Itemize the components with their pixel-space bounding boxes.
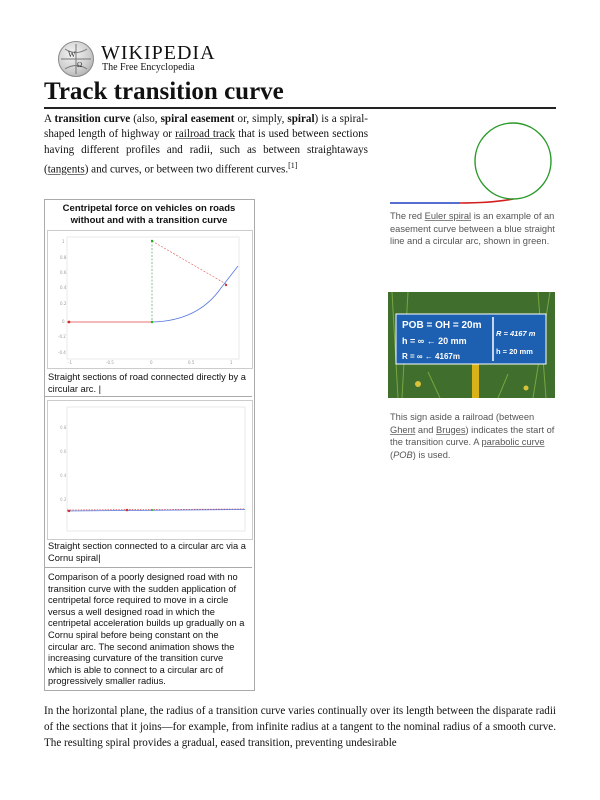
svg-text:W: W: [68, 50, 76, 59]
sign-line-2: h = ∞ ← 20 mm: [402, 336, 467, 346]
infobox-caption-3: Comparison of a poorly designed road with no transition curve with the sudden application of centripetal force required to move in a circle versus a well designed road in which the centripetal acceleration builds up gradually on a Cornu spiral before being constant on the circular arc. The second animation shows the increasing curvature of the transition curve which is able to connect to a circular arc of progressively smaller radius.: [48, 572, 245, 687]
figure-caption-euler: The red Euler spiral is an example of an easement curve between a blue straight line and a circular arc, shown in green.: [390, 211, 555, 247]
link-parabolic-curve[interactable]: parabolic curve: [481, 437, 545, 448]
bold-term: spiral easement: [160, 113, 235, 125]
svg-text:Ω: Ω: [77, 61, 83, 69]
svg-text:0.6: 0.6: [60, 270, 67, 275]
figure-caption-sign: This sign aside a railroad (between Ghent and Bruges) indicates the start of the transition curve. A parabolic curve (POB) is used.: [390, 412, 555, 460]
page-title: Track transition curve: [44, 78, 284, 105]
infobox-title: Centripetal force on vehicles on roads without and with a transition curve: [62, 203, 236, 226]
svg-text:-0.2: -0.2: [58, 334, 66, 339]
bold-term: transition curve: [54, 113, 131, 125]
svg-text:0: 0: [62, 319, 65, 324]
wikipedia-globe-icon: [58, 41, 94, 77]
bold-term: spiral: [287, 113, 315, 125]
red-euler-spiral: [460, 199, 513, 203]
svg-text:0.8: 0.8: [60, 255, 67, 260]
svg-text:0.6: 0.6: [60, 449, 67, 454]
reference-link[interactable]: [1]: [288, 160, 298, 170]
link-euler-spiral[interactable]: Euler spiral: [424, 211, 472, 221]
infobox-divider: [45, 567, 252, 568]
wikipedia-tagline: The Free Encyclopedia: [102, 62, 195, 73]
link-ghent[interactable]: Ghent: [390, 424, 416, 435]
sign-right-1: R = 4167 m: [496, 329, 536, 338]
railroad-sign-photo[interactable]: [388, 292, 555, 398]
svg-text:0.2: 0.2: [60, 497, 67, 502]
svg-text:0: 0: [150, 360, 153, 365]
svg-text:0.4: 0.4: [60, 473, 67, 478]
sign-line-3: R = ∞ ← 4167m: [402, 352, 460, 361]
svg-text:-1: -1: [68, 360, 72, 365]
title-divider: [44, 107, 556, 109]
infobox-caption-2: Straight section connected to a circular arc via a Cornu spiral|: [48, 541, 246, 563]
sign-right-2: h = 20 mm: [496, 347, 533, 356]
sign-line-1: POB = OH = 20m: [402, 320, 482, 331]
svg-text:-0.5: -0.5: [106, 360, 114, 365]
svg-text:-0.4: -0.4: [58, 350, 66, 355]
animation-no-transition[interactable]: [47, 230, 253, 369]
wikipedia-wordmark[interactable]: WIKIPEDIA: [101, 42, 216, 64]
svg-text:0.2: 0.2: [60, 301, 67, 306]
link-railroad-track[interactable]: railroad track: [175, 128, 236, 141]
svg-text:0.5: 0.5: [188, 360, 195, 365]
link-bruges[interactable]: Bruges: [436, 424, 466, 435]
animation-cornu-spiral[interactable]: [47, 400, 253, 540]
svg-text:0.4: 0.4: [60, 285, 67, 290]
body-paragraph: In the horizontal plane, the radius of a transition curve varies continually over its length between the disparate radii of the sections that it joins—for example, from infinite radius at a tangent to the nominal radius of a smooth curve. The resulting spiral provides a gradual, eased transition, preventing undesirable: [44, 705, 556, 750]
lead-paragraph: A transition curve (also, spiral easement or, simply, spiral) is a spiral-shaped length of highway or railroad track that is used between sections having different profiles and radii, such as between straightaways (tangents) and curves, or between two different curves.[1]: [44, 113, 369, 176]
svg-text:0.8: 0.8: [60, 425, 67, 430]
svg-text:1: 1: [230, 360, 233, 365]
green-circular-arc: [475, 123, 551, 199]
link-tangents[interactable]: tangents: [47, 163, 85, 176]
euler-spiral-figure[interactable]: [388, 115, 556, 210]
infobox-divider: [45, 396, 252, 397]
svg-text:1: 1: [62, 239, 65, 244]
infobox-caption-1: Straight sections of road connected directly by a circular arc. |: [48, 372, 246, 394]
